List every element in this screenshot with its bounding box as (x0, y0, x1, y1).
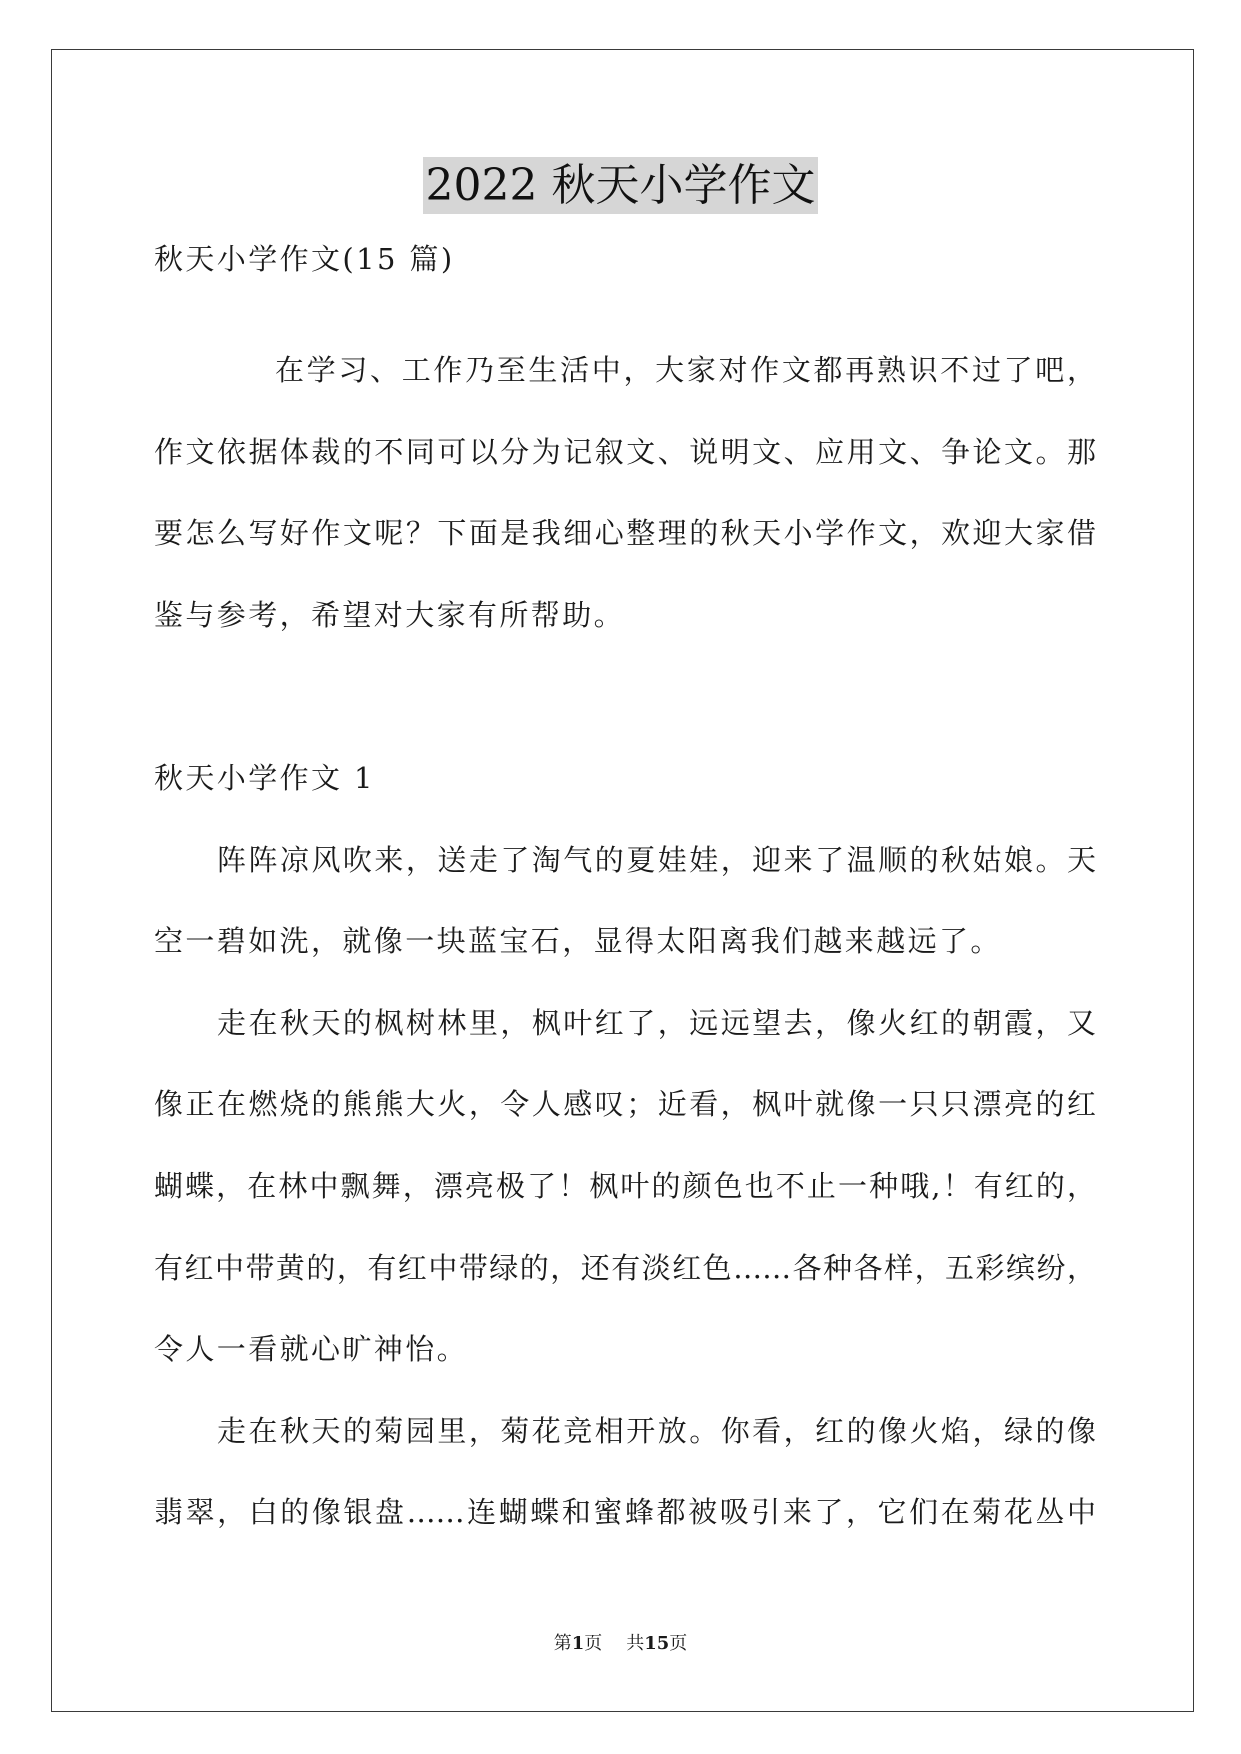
page-footer (0, 1631, 1241, 1657)
page-number-label: 第1页 (553, 1633, 603, 1654)
paragraph (154, 983, 1096, 1391)
paragraph (154, 820, 1096, 983)
section-heading: 秋天小学作文 1 (154, 760, 375, 795)
blank-line (154, 656, 1096, 738)
paragraph-line: 走在秋天的枫树林里，枫叶红了，远远望去，像火红的朝霞，又 (217, 1005, 1096, 1040)
paragraph-line: 蝴蝶，在林中飘舞，漂亮极了！枫叶的颜色也不止一种哦,！有红的， (154, 1168, 1096, 1203)
total-pages-label: 共15页 (626, 1633, 688, 1654)
page-number: 1 (571, 1633, 585, 1654)
subtitle: 秋天小学作文(15 篇) (154, 242, 455, 276)
paragraph-line: 有红中带黄的，有红中带绿的，还有淡红色……各种各样，五彩缤纷， (154, 1250, 1096, 1285)
paragraph-line: 阵阵凉风吹来，送走了淘气的夏娃娃，迎来了温顺的秋姑娘。天 (217, 842, 1096, 877)
paragraph-line: 翡翠，白的像银盘……连蝴蝶和蜜蜂都被吸引来了，它们在菊花丛中 (154, 1495, 1096, 1530)
paragraph-line: 走在秋天的菊园里，菊花竞相开放。你看，红的像火焰，绿的像 (217, 1413, 1096, 1448)
paragraph (154, 1391, 1096, 1554)
paragraph-line: 鉴与参考，希望对大家有所帮助。 (154, 597, 626, 632)
paragraph-line: 空一碧如洗，就像一块蓝宝石，显得太阳离我们越来越远了。 (154, 924, 1002, 959)
total-pages: 15 (644, 1633, 670, 1654)
document-title (0, 157, 1241, 214)
paragraph-line: 令人一看就心旷神怡。 (154, 1332, 469, 1367)
paragraph-line: 作文依据体裁的不同可以分为记叙文、说明文、应用文、争论文。那 (154, 434, 1096, 469)
document-body (154, 330, 1096, 1554)
intro-paragraph (154, 330, 1096, 656)
title-highlight: 2022 秋天小学作文 (423, 157, 819, 214)
paragraph-line: 在学习、工作乃至生活中，大家对作文都再熟识不过了吧， (275, 353, 1096, 387)
paragraph-line: 要怎么写好作文呢？下面是我细心整理的秋天小学作文，欢迎大家借 (154, 516, 1096, 551)
paragraph-line: 像正在燃烧的熊熊大火，令人感叹；近看，枫叶就像一只只漂亮的红 (154, 1087, 1096, 1122)
